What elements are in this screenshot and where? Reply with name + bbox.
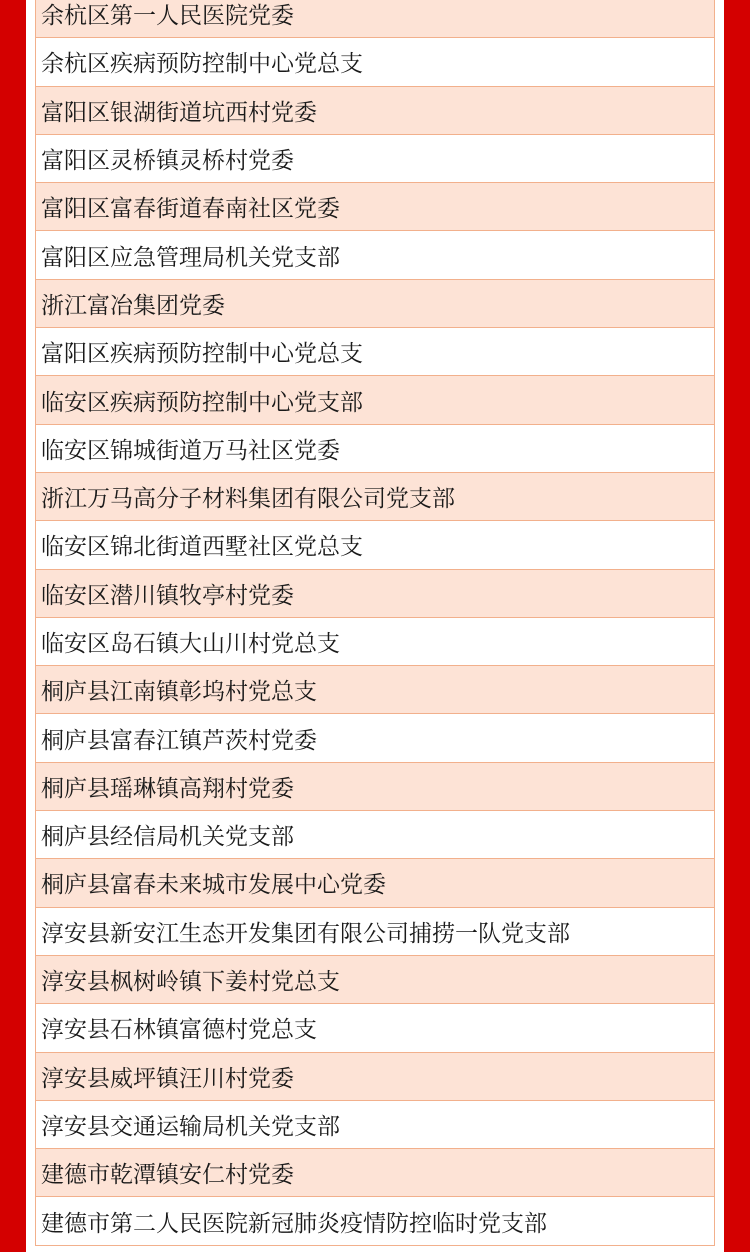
- list-item: 临安区疾病预防控制中心党支部: [36, 376, 714, 424]
- list-item: 浙江富冶集团党委: [36, 280, 714, 328]
- list-item: 临安区锦城街道万马社区党委: [36, 425, 714, 473]
- list-item: 富阳区灵桥镇灵桥村党委: [36, 135, 714, 183]
- list-item: 建德市乾潭镇安仁村党委: [36, 1149, 714, 1197]
- list-item: 桐庐县富春未来城市发展中心党委: [36, 859, 714, 907]
- list-item: 淳安县交通运输局机关党支部: [36, 1101, 714, 1149]
- list-item: 余杭区第一人民医院党委: [36, 0, 714, 38]
- list-item: 桐庐县经信局机关党支部: [36, 811, 714, 859]
- list-item: 富阳区疾病预防控制中心党总支: [36, 328, 714, 376]
- list-item: 淳安县枫树岭镇下姜村党总支: [36, 956, 714, 1004]
- list-item: 建德市第二人民医院新冠肺炎疫情防控临时党支部: [36, 1197, 714, 1245]
- list-item: 桐庐县富春江镇芦茨村党委: [36, 714, 714, 762]
- list-item: 浙江万马高分子材料集团有限公司党支部: [36, 473, 714, 521]
- list-item: 桐庐县瑶琳镇高翔村党委: [36, 763, 714, 811]
- list-item: 桐庐县江南镇彰坞村党总支: [36, 666, 714, 714]
- list-item: 富阳区富春街道春南社区党委: [36, 183, 714, 231]
- list-item: 临安区潜川镇牧亭村党委: [36, 570, 714, 618]
- list-item: 淳安县石林镇富德村党总支: [36, 1004, 714, 1052]
- list-item: 淳安县新安江生态开发集团有限公司捕捞一队党支部: [36, 908, 714, 956]
- list-item: 富阳区应急管理局机关党支部: [36, 231, 714, 279]
- list-item: 富阳区银湖街道坑西村党委: [36, 87, 714, 135]
- list-item: 余杭区疾病预防控制中心党总支: [36, 38, 714, 86]
- list-item: 临安区锦北街道西墅社区党总支: [36, 521, 714, 569]
- list-item: 临安区岛石镇大山川村党总支: [36, 618, 714, 666]
- list-item: 淳安县威坪镇汪川村党委: [36, 1053, 714, 1101]
- organization-list: [35, 0, 715, 1246]
